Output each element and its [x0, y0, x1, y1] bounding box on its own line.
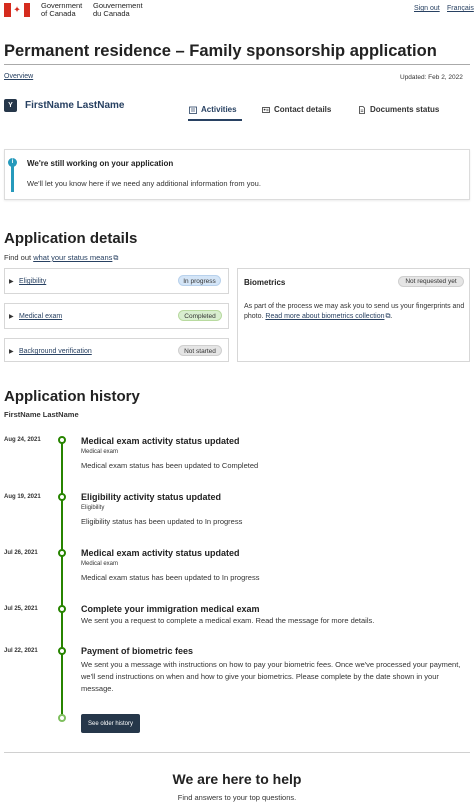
- event-category: Eligibility: [81, 505, 105, 511]
- event-category: Medical exam: [81, 449, 119, 455]
- history-applicant-name: FirstName LastName: [4, 410, 79, 419]
- user-initial-badge: Y: [4, 99, 17, 112]
- event-title: Eligibility activity status updated: [81, 492, 222, 502]
- event-date: Jul 22, 2021: [4, 648, 38, 654]
- event-date: Jul 25, 2021: [4, 606, 38, 612]
- overview-link[interactable]: Overview: [4, 73, 34, 80]
- expand-triangle-icon: ▶: [9, 279, 14, 285]
- timeline-dot: [58, 493, 66, 501]
- timeline-dot: [58, 436, 66, 444]
- applicant-name: FirstName LastName: [25, 100, 125, 111]
- sign-out-link[interactable]: Sign out: [414, 5, 440, 12]
- application-history-heading: Application history: [4, 388, 140, 405]
- biometrics-description: As part of the process we may ask you to send us your fingerprints and photo. Read more about biometrics collection⧉.: [244, 303, 465, 320]
- status-badge: Not started: [178, 345, 222, 356]
- government-wordmark-en: Government of Canada: [41, 1, 83, 18]
- biometrics-card: [237, 268, 470, 362]
- event-description: We sent you a request to complete a medical exam. Read the message for more details.: [81, 616, 375, 625]
- status-badge: In progress: [178, 275, 221, 286]
- event-description: We sent you a message with instructions on how to pay your biometric fees. Once we've processed your payment, we'll send instructions on when and how to give your biometrics. Please complete by the date shown in your message.: [81, 660, 461, 693]
- eligibility-accordion[interactable]: [4, 268, 229, 294]
- event-title: Medical exam activity status updated: [81, 436, 240, 446]
- event-date: Jul 26, 2021: [4, 550, 38, 556]
- medical-exam-label[interactable]: Medical exam: [19, 313, 63, 320]
- tab-activities-label: Activities: [201, 105, 237, 114]
- external-link-icon: ⧉: [385, 313, 391, 320]
- tab-documents-status-label: Documents status: [370, 105, 440, 114]
- title-divider: [4, 64, 470, 65]
- tab-activities[interactable]: [189, 105, 237, 114]
- status-meaning-link[interactable]: what your status means: [33, 253, 113, 262]
- event-date: Aug 24, 2021: [4, 437, 41, 443]
- language-toggle-link[interactable]: Français: [447, 5, 474, 12]
- timeline-dot: [58, 605, 66, 613]
- expand-triangle-icon: ▶: [9, 314, 14, 320]
- site-header: [0, 0, 474, 24]
- event-title: Complete your immigration medical exam: [81, 604, 260, 614]
- timeline-dot: [58, 647, 66, 655]
- canada-flag-icon: ✦: [4, 3, 30, 17]
- medical-exam-accordion[interactable]: [4, 303, 229, 329]
- application-details-heading: Application details: [4, 230, 138, 247]
- tab-documents-status[interactable]: [358, 105, 439, 114]
- event-title: Medical exam activity status updated: [81, 548, 240, 558]
- help-heading: We are here to help: [172, 771, 302, 787]
- alert-message: We'll let you know here if we need any additional information from you.: [27, 179, 261, 188]
- event-title: Payment of biometric fees: [81, 646, 194, 656]
- contact-card-icon: [262, 106, 270, 114]
- event-description: Medical exam status has been updated to Completed: [81, 461, 259, 470]
- document-icon: [358, 106, 366, 114]
- eligibility-label[interactable]: Eligibility: [19, 278, 47, 285]
- biometrics-info-link[interactable]: Read more about biometrics collection: [265, 313, 385, 320]
- timeline-line: [61, 440, 63, 718]
- event-category: Medical exam: [81, 561, 119, 567]
- alert-title: We're still working on your application: [27, 159, 174, 168]
- active-tab-indicator: [188, 119, 242, 121]
- expand-triangle-icon: ▶: [9, 349, 14, 355]
- tab-contact-details-label: Contact details: [274, 105, 332, 114]
- background-verification-accordion[interactable]: [4, 338, 229, 362]
- info-icon: i: [8, 158, 17, 167]
- status-badge: Completed: [178, 310, 222, 321]
- timeline-end-dot: [58, 714, 66, 722]
- background-verification-label[interactable]: Background verification: [19, 348, 92, 355]
- page-title: Permanent residence – Family sponsorship application: [4, 42, 437, 60]
- event-description: Medical exam status has been updated to In progress: [81, 573, 260, 582]
- activities-icon: [189, 106, 197, 114]
- government-wordmark-fr: Gouvernement du Canada: [93, 1, 143, 18]
- external-link-icon: ⧉: [113, 255, 119, 262]
- timeline-dot: [58, 549, 66, 557]
- status-meaning-line: Find out what your status means⧉: [4, 253, 119, 262]
- event-date: Aug 19, 2021: [4, 494, 41, 500]
- updated-date: Updated: Feb 2, 2022: [400, 74, 463, 81]
- footer-divider: [4, 752, 470, 753]
- biometrics-title: Biometrics: [244, 278, 286, 287]
- help-subheading: Find answers to your top questions.: [177, 793, 297, 802]
- status-alert: [4, 149, 470, 200]
- see-older-history-button[interactable]: See older history: [81, 714, 140, 733]
- event-description: Eligibility status has been updated to In progress: [81, 517, 243, 526]
- status-badge: Not requested yet: [398, 276, 464, 287]
- tab-contact-details[interactable]: [262, 105, 331, 114]
